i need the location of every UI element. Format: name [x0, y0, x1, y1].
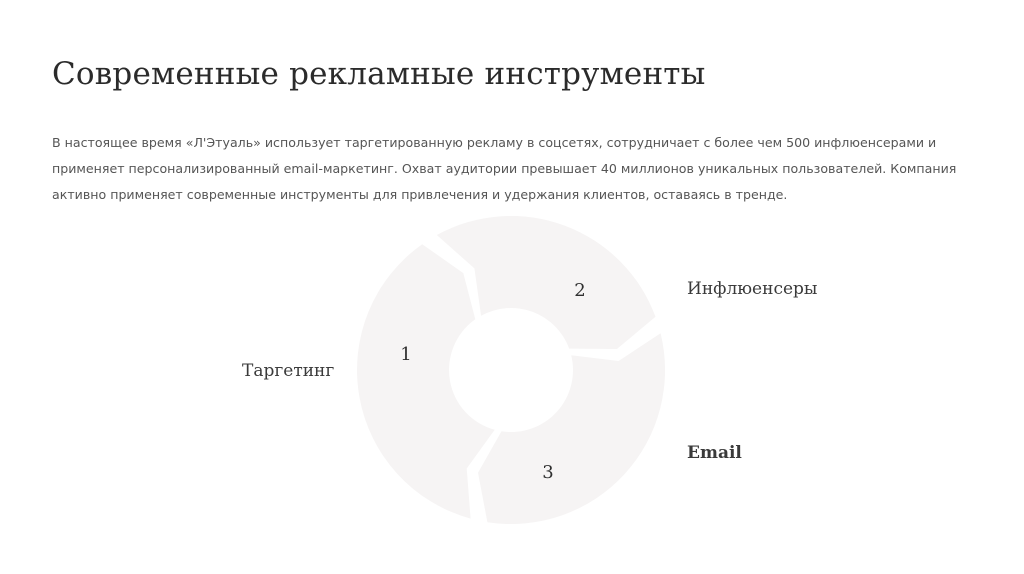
segment-label-influencers: Инфлюенсеры [687, 279, 818, 299]
segment-number-3: 3 [542, 462, 554, 483]
cycle-segment-3 [357, 244, 495, 518]
slide-body-text: В настоящее время «Л'Этуаль» использует таргетированную рекламу в соцсетях, сотрудничает с более чем 500 инфлюенсерами и применяет персонализированный email-маркетинг. Охват аудитории превышает 40 миллионов уникальных пользователей. Компания активно применяет современные инструменты для привлечения и удержания клиентов, оставаясь в тренде. [52, 135, 957, 202]
segment-number-2: 2 [574, 280, 586, 301]
cycle-segments [357, 216, 665, 524]
segment-label-targeting: Таргетинг [242, 361, 335, 381]
cycle-segment-2 [478, 333, 665, 524]
segment-number-1: 1 [400, 344, 412, 365]
cycle-segment-1 [437, 216, 656, 349]
segment-label-email: Email [687, 443, 742, 463]
slide-title: Современные рекламные инструменты [52, 56, 706, 92]
